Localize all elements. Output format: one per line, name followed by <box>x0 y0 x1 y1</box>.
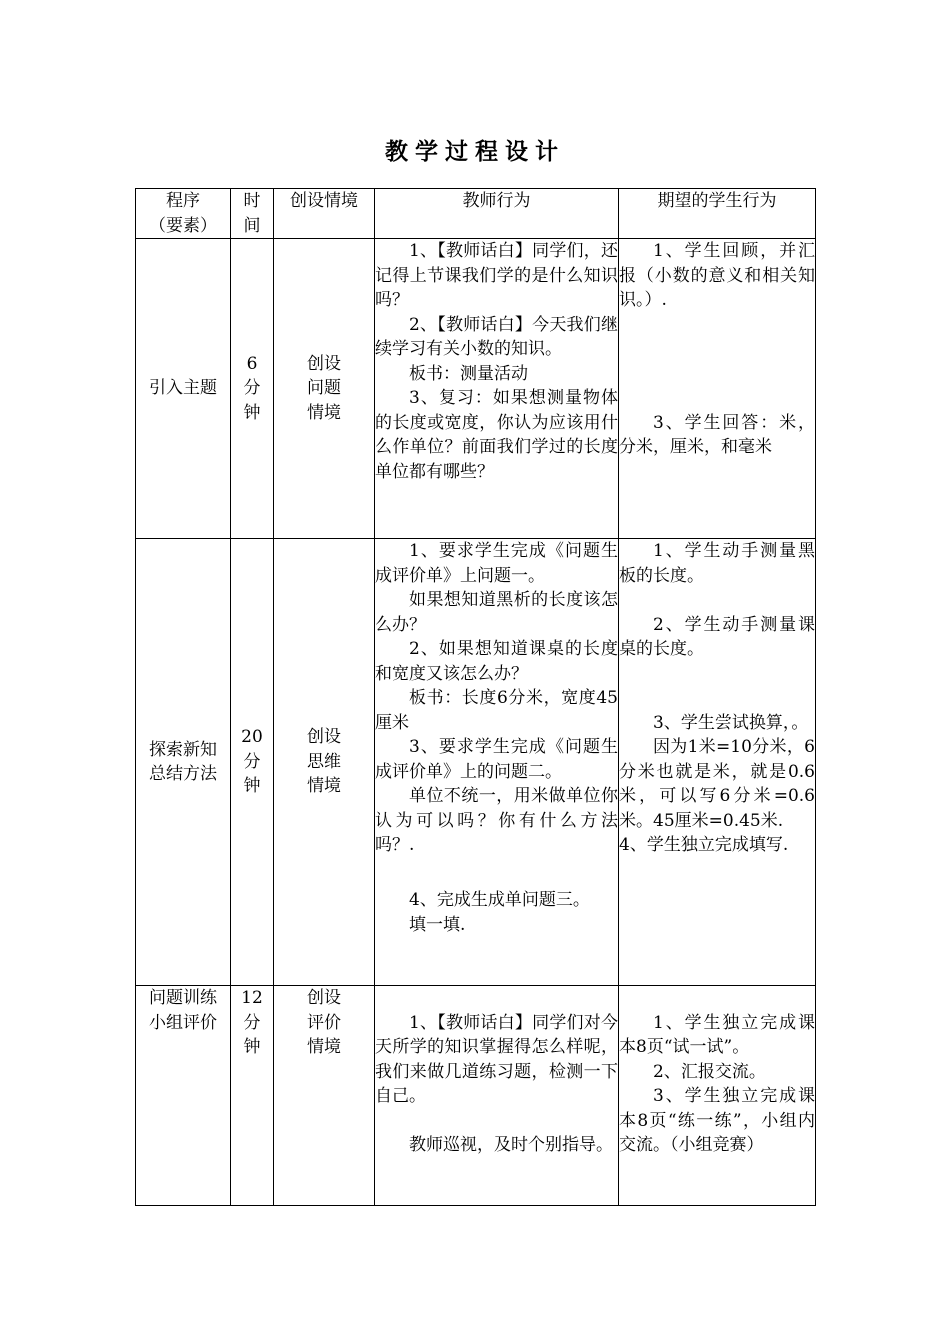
lesson-plan-table <box>135 188 816 1206</box>
teacher-text: 如果想知道黑析的长度该怎么办？ <box>375 590 618 635</box>
teacher-text: 1、【教师话白】同学们对今天所学的知识掌握得怎么样呢，我们来做几道练习题，检测一下自己。 <box>375 1012 618 1106</box>
student-text: 2、汇报交流。 <box>653 1061 766 1082</box>
student-text: 3、学生独立完成课本8页“练一练”，小组内交流。（小组竞赛） <box>619 1086 815 1155</box>
student-text: 1、学生回顾，并汇报（小数的意义和相关知识。）. <box>619 241 815 310</box>
student-text: 2、学生动手测量课桌的长度。 <box>619 614 815 659</box>
header-situation: 创设情境 <box>274 189 375 239</box>
program-cell: 探索新知总结方法 <box>136 539 231 986</box>
student-text: 因为1米=10分米，6分米也就是米，就是0.6米，可以写6分米=0.6米。45厘米=0.45米. <box>619 737 815 831</box>
student-cell <box>619 986 816 1206</box>
table-row <box>136 539 816 986</box>
teacher-cell <box>375 239 619 539</box>
student-text: 4、学生独立完成填写. <box>619 835 789 855</box>
student-cell <box>619 239 816 539</box>
teacher-text: 2、【教师话白】今天我们继续学习有关小数的知识。 <box>375 314 618 359</box>
student-text: 1、学生独立完成课本8页“试一试”。 <box>619 1012 815 1057</box>
situation-cell: 创设 思维 情境 <box>274 539 375 986</box>
teacher-text: 1、【教师话白】同学们，还记得上节课我们学的是什么知识吗？ <box>375 241 618 310</box>
page-title: 教学过程设计 <box>385 138 565 165</box>
program-cell: 引入主题 <box>136 239 231 539</box>
student-text: 3、学生尝试换算，。 <box>653 712 809 733</box>
teacher-text: 教师巡视，及时个别指导。 <box>409 1135 613 1155</box>
teacher-text: 板书：长度6分米，宽度45厘米 <box>375 688 618 733</box>
teacher-cell <box>375 986 619 1206</box>
header-teacher: 教师行为 <box>375 189 619 239</box>
teacher-text: 板书：测量活动 <box>409 363 528 384</box>
teacher-cell <box>375 539 619 986</box>
teacher-text: 填一填. <box>409 914 466 935</box>
table-row <box>136 239 816 539</box>
table-row <box>136 986 816 1206</box>
header-time: 时 间 <box>231 189 274 239</box>
student-text: 3、学生回答：米，分米，厘米，和毫米 <box>619 412 815 457</box>
header-program: 程序 （要素） <box>136 189 231 239</box>
teacher-text: 2、如果想知道课桌的长度和宽度又该怎么办？ <box>375 639 618 684</box>
teacher-text: 单位不统一，用米做单位你认为可以吗？你有什么方法吗？. <box>375 786 618 855</box>
teacher-text: 4、完成生成单问题三。 <box>409 890 590 910</box>
header-student: 期望的学生行为 <box>619 189 816 239</box>
teacher-text: 1、要求学生完成《问题生成评价单》上问题一。 <box>375 541 618 586</box>
time-cell: 12 分 钟 <box>231 986 274 1206</box>
time-cell: 6 分 钟 <box>231 239 274 539</box>
situation-cell: 创设 评价 情境 <box>274 986 375 1206</box>
student-text: 1、学生动手测量黑板的长度。 <box>619 541 815 586</box>
situation-cell: 创设 问题 情境 <box>274 239 375 539</box>
time-cell: 20 分 钟 <box>231 539 274 986</box>
program-cell: 问题训练小组评价 <box>136 986 231 1206</box>
teacher-text: 3、要求学生完成《问题生成评价单》上的问题二。 <box>375 737 618 782</box>
teacher-text: 3、复习：如果想测量物体的长度或宽度，你认为应该用什么作单位？前面我们学过的长度单位都有哪些？ <box>375 388 618 482</box>
table-header-row <box>136 189 816 239</box>
student-cell <box>619 539 816 986</box>
